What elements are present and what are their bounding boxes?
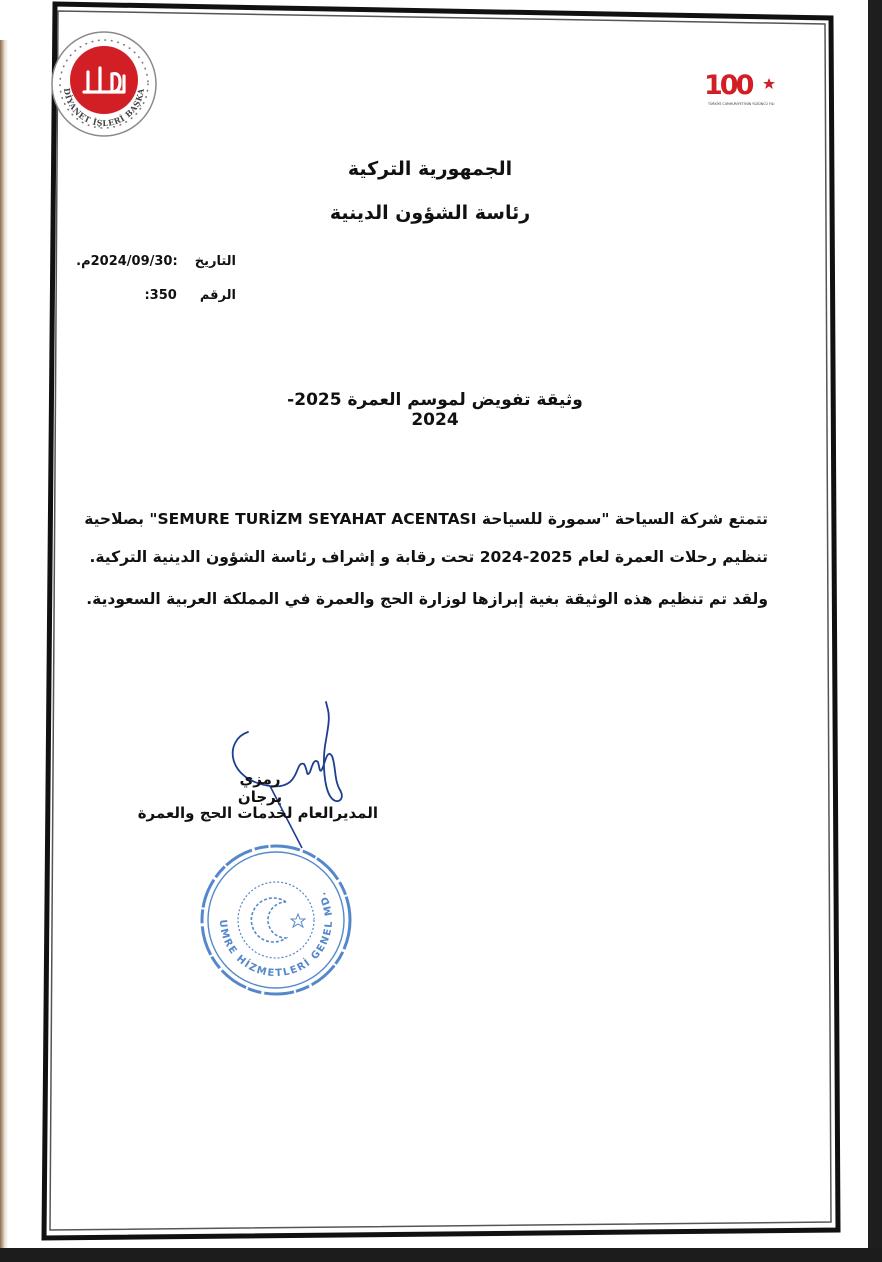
svg-text:TÜRKİYE CUMHURİYETİ'NİN YÜZÜNC: TÜRKİYE CUMHURİYETİ'NİN YÜZÜNCÜ YILI bbox=[708, 102, 775, 106]
date-value: :2024/09/30م. bbox=[76, 254, 178, 269]
signatory-role: المديرالعام لخدمات الحج والعمرة bbox=[137, 804, 378, 822]
screen-edge-bottom bbox=[0, 1248, 882, 1262]
svg-text:100: 100 bbox=[704, 70, 752, 101]
header-directorate: رئاسة الشؤون الدينية bbox=[329, 202, 531, 224]
official-stamp bbox=[198, 842, 354, 998]
date-line bbox=[76, 254, 236, 269]
body-line-1: تتمتع شركة السياحة "سمورة للسياحة SEMURE TURİZM SEYAHAT ACENTASI" بصلاحية bbox=[84, 510, 768, 528]
screen-edge-right bbox=[868, 0, 882, 1262]
number-label: الرقم bbox=[199, 288, 236, 303]
svg-text:DİYANET İŞLERİ BAŞKANLIĞI: DİYANET İŞLERİ BAŞKA bbox=[61, 87, 147, 129]
body-line-2: تنظيم رحلات العمرة لعام 2025-2024 تحت رقابة و إشراف رئاسة الشؤون الدينية التركية. bbox=[89, 548, 768, 566]
header-republic: الجمهورية التركية bbox=[347, 158, 513, 180]
number-line bbox=[144, 288, 236, 303]
diyanet-logo bbox=[50, 28, 158, 140]
centennial-100-logo bbox=[702, 66, 782, 114]
number-value: :350 bbox=[144, 288, 177, 303]
document-title: وثيقة تفويض لموسم العمرة 2025-2024 bbox=[287, 390, 583, 430]
svg-text:UMRE HİZMETLERİ GENEL MD.: UMRE HİZMETLERİ GENEL MD. bbox=[216, 888, 336, 980]
date-label: التاريخ bbox=[194, 254, 236, 269]
body-line-3: ولقد تم تنظيم هذه الوثيقة بغية إبرازها لوزارة الحج والعمرة في المملكة العربية السعودية. bbox=[86, 590, 768, 608]
signatory-name: رمزي يرجان bbox=[237, 770, 283, 806]
